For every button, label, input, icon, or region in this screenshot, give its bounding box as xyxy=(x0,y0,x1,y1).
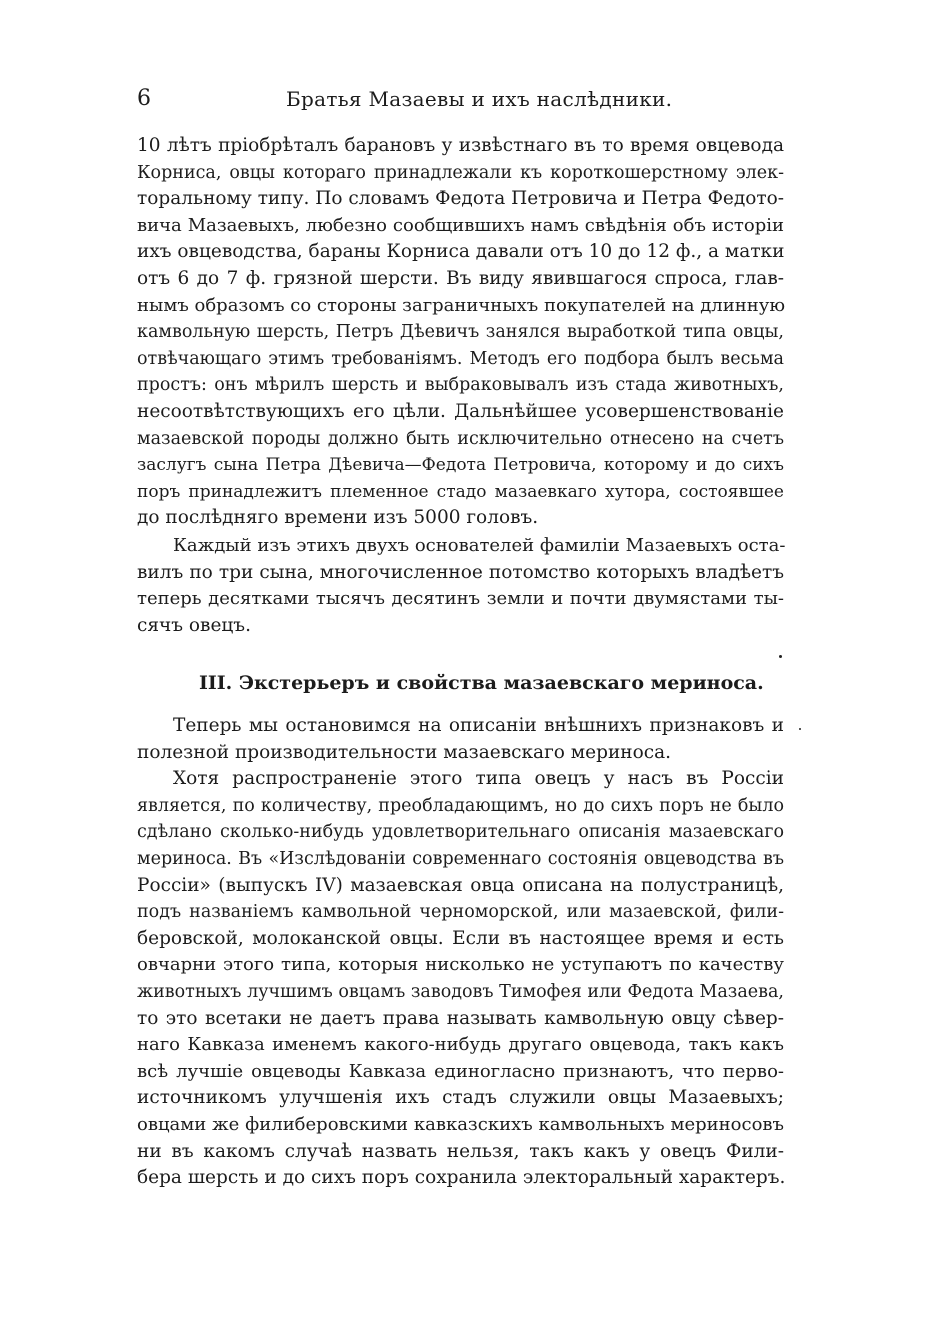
text-line: Корниса, овцы котораго принадлежали къ короткошерстному элек- xyxy=(137,162,784,183)
text-line: наго Кавказа именемъ какого-нибудь другаго овцевода, такъ какъ xyxy=(137,1034,784,1056)
text-line: 10 лѣтъ пріобрѣталъ барановъ у извѣстнаго въ то время овцевода xyxy=(137,135,784,156)
text-line: всѣ лучшіе овцеводы Кавказа единогласно признаютъ, что перво- xyxy=(137,1060,784,1082)
section-heading: III. Экстерьеръ и свойства мазаевскаго мериноса. xyxy=(199,672,764,694)
text-line: Теперь мы остановимся на описаніи внѣшнихъ признаковъ и xyxy=(173,715,784,736)
text-line: простъ: онъ мѣрилъ шерсть и выбраковывалъ изъ стада животныхъ, xyxy=(137,375,784,396)
text-line: торальному типу. По словамъ Федота Петровича и Петра Федото- xyxy=(137,188,785,210)
paragraph-2 xyxy=(137,533,784,639)
text-line: нымъ образомъ со стороны заграничныхъ покупателей на длинную xyxy=(137,294,785,316)
text-line: Хотя распространеніе этого типа овецъ у насъ въ Россіи xyxy=(173,768,784,790)
page-number: 6 xyxy=(137,86,151,111)
running-title: Братья Мазаевы и ихъ наслѣдники. xyxy=(286,87,673,111)
text-line: теперь десятками тысячъ десятинъ земли и почти двумястами ты- xyxy=(137,588,784,610)
text-line: ихъ овцеводства, бараны Корниса давали отъ 10 до 12 ф., а матки xyxy=(137,241,785,263)
text-line: полезной производительности мазаевскаго мериноса. xyxy=(137,741,672,763)
text-line: сячъ овецъ. xyxy=(137,614,251,636)
text-line: ни въ какомъ случаѣ назвать нельзя, такъ какъ у овецъ Фили- xyxy=(137,1140,784,1162)
text-line: отвѣчающаго этимъ требованіямъ. Методъ его подбора былъ весьма xyxy=(137,348,784,369)
text-line: овчарни этого типа, которыя нисколько не уступаютъ по качеству xyxy=(137,954,784,976)
text-line: камвольную шерсть, Петръ Дѣевичъ занялся выработкой типа овцы, xyxy=(137,322,784,343)
text-line: бера шерсть и до сихъ поръ сохранила электоральный характеръ. xyxy=(137,1167,786,1189)
text-line: Каждый изъ этихъ двухъ основателей фамиліи Мазаевыхъ оста- xyxy=(173,535,786,556)
text-line: животныхъ лучшимъ овцамъ заводовъ Тимофея или Федота Мазаева, xyxy=(137,981,784,1002)
text-line: поръ принадлежитъ племенное стадо мазаевкаго хутора, состоявшее xyxy=(137,481,784,502)
text-line: заслугъ сына Петра Дѣевича—Федота Петровича, которому и до сихъ xyxy=(137,455,784,476)
text-line: мазаевской породы должно быть исключительно отнесено на счетъ xyxy=(137,428,784,449)
paragraph-3-4 xyxy=(137,713,784,1192)
text-line: несоотвѣтствующихъ его цѣли. Дальнѣйшее усовершенствованіе xyxy=(137,400,784,422)
text-line: является, по количеству, преобладающимъ, но до сихъ поръ не было xyxy=(137,795,784,816)
text-line: овцами же филиберовскими кавказскихъ камвольныхъ мериносовъ xyxy=(137,1113,784,1135)
text-line: Россіи» (выпускъ IV) мазаевская овца описана на полустраницѣ, xyxy=(137,874,784,896)
paragraph-1 xyxy=(137,133,784,532)
text-line: вилъ по три сына, многочисленное потомство которыхъ владѣетъ xyxy=(137,561,784,583)
text-line: источникомъ улучшенія ихъ стадъ служили овцы Мазаевыхъ; xyxy=(137,1087,784,1109)
text-line: сдѣлано сколько-нибудь удовлетворительнаго описанія мазаевскаго xyxy=(137,822,784,843)
print-speck xyxy=(779,655,782,658)
text-line: до послѣдняго времени изъ 5000 головъ. xyxy=(137,507,539,529)
print-speck xyxy=(799,728,801,730)
text-line: то это всетаки не даетъ права называть камвольную овцу сѣвер- xyxy=(137,1007,784,1029)
text-line: подъ названіемъ камвольной черноморской, или мазаевской, фили- xyxy=(137,902,784,923)
text-line: отъ 6 до 7 ф. грязной шерсти. Въ виду явившагося спроса, глав- xyxy=(137,267,784,289)
text-line: мериноса. Въ «Изслѣдованіи современнаго состоянія овцеводства въ xyxy=(137,848,784,869)
text-line: вича Мазаевыхъ, любезно сообщившихъ намъ свѣдѣнія объ исторіи xyxy=(137,214,784,236)
text-line: беровской, молоканской овцы. Если въ настоящее время и есть xyxy=(137,927,784,949)
